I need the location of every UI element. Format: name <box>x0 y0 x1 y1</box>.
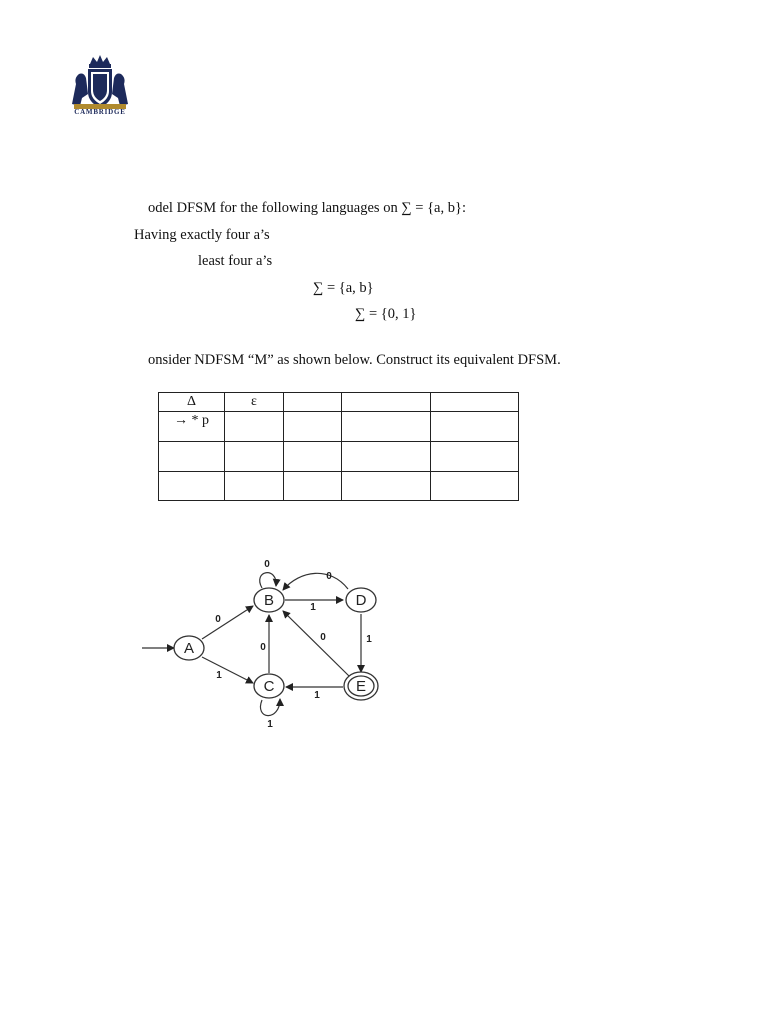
edge-d-b <box>283 573 348 590</box>
q1-part-a: Having exactly four a’s <box>134 227 270 243</box>
table-cell <box>342 472 431 501</box>
table-cell <box>431 472 519 501</box>
table-row <box>159 412 519 442</box>
table-cell <box>284 472 342 501</box>
table-cell <box>225 472 284 501</box>
edge-label-b-d: 1 <box>310 602 316 613</box>
table-cell <box>225 412 284 442</box>
table-cell <box>284 442 342 472</box>
edge-b-loop <box>260 573 276 588</box>
table-row <box>159 442 519 472</box>
table-header-cell: ε <box>225 393 284 412</box>
table-header-cell <box>431 393 519 412</box>
edge-label-b-loop: 0 <box>264 559 270 570</box>
ndfsm-diagram <box>140 552 400 732</box>
table-cell <box>431 442 519 472</box>
table-cell <box>225 442 284 472</box>
table-header-row <box>159 393 519 412</box>
lion-left-icon <box>72 74 88 107</box>
edge-c-loop <box>260 699 280 716</box>
edge-label-e-b: 0 <box>320 632 326 643</box>
table-cell <box>159 472 225 501</box>
table-cell <box>159 442 225 472</box>
table-cell <box>342 412 431 442</box>
edge-a-b <box>202 606 253 639</box>
state-label-c: C <box>263 678 275 695</box>
logo-wordmark: CAMBRIDGE <box>74 108 126 116</box>
table-cell <box>431 412 519 442</box>
state-label-b: B <box>263 592 275 609</box>
q1-sigma-01: ∑ = {0, 1} <box>355 306 417 322</box>
edge-label-c-loop: 1 <box>267 719 273 730</box>
transition-table <box>158 392 519 501</box>
edge-label-a-c: 1 <box>216 670 222 681</box>
edge-a-c <box>202 657 253 683</box>
table-header-cell: Δ <box>159 393 225 412</box>
state-label-a: A <box>183 640 195 657</box>
table-cell: → * p <box>159 412 225 442</box>
edge-label-d-b: 0 <box>326 571 332 582</box>
state-label-e: E <box>355 678 367 695</box>
edge-e-b <box>283 611 349 676</box>
crown-icon <box>90 55 110 64</box>
state-label-d: D <box>355 592 367 609</box>
table-cell <box>284 412 342 442</box>
edge-label-c-b: 0 <box>260 642 266 653</box>
edge-label-e-c: 1 <box>314 690 320 701</box>
edge-label-d-e: 1 <box>366 634 372 645</box>
q1-intro: odel DFSM for the following languages on ∑ = {a, b}: <box>148 200 466 216</box>
table-header-cell <box>342 393 431 412</box>
q1-sigma-ab: ∑ = {a, b} <box>313 280 374 296</box>
lion-right-icon <box>112 74 128 107</box>
q2-intro: onsider NDFSM “M” as shown below. Construct its equivalent DFSM. <box>148 352 561 368</box>
table-row <box>159 472 519 501</box>
q1-part-b: least four a’s <box>198 253 273 269</box>
table-cell <box>342 442 431 472</box>
table-header-cell <box>284 393 342 412</box>
edge-label-a-b: 0 <box>215 614 221 625</box>
